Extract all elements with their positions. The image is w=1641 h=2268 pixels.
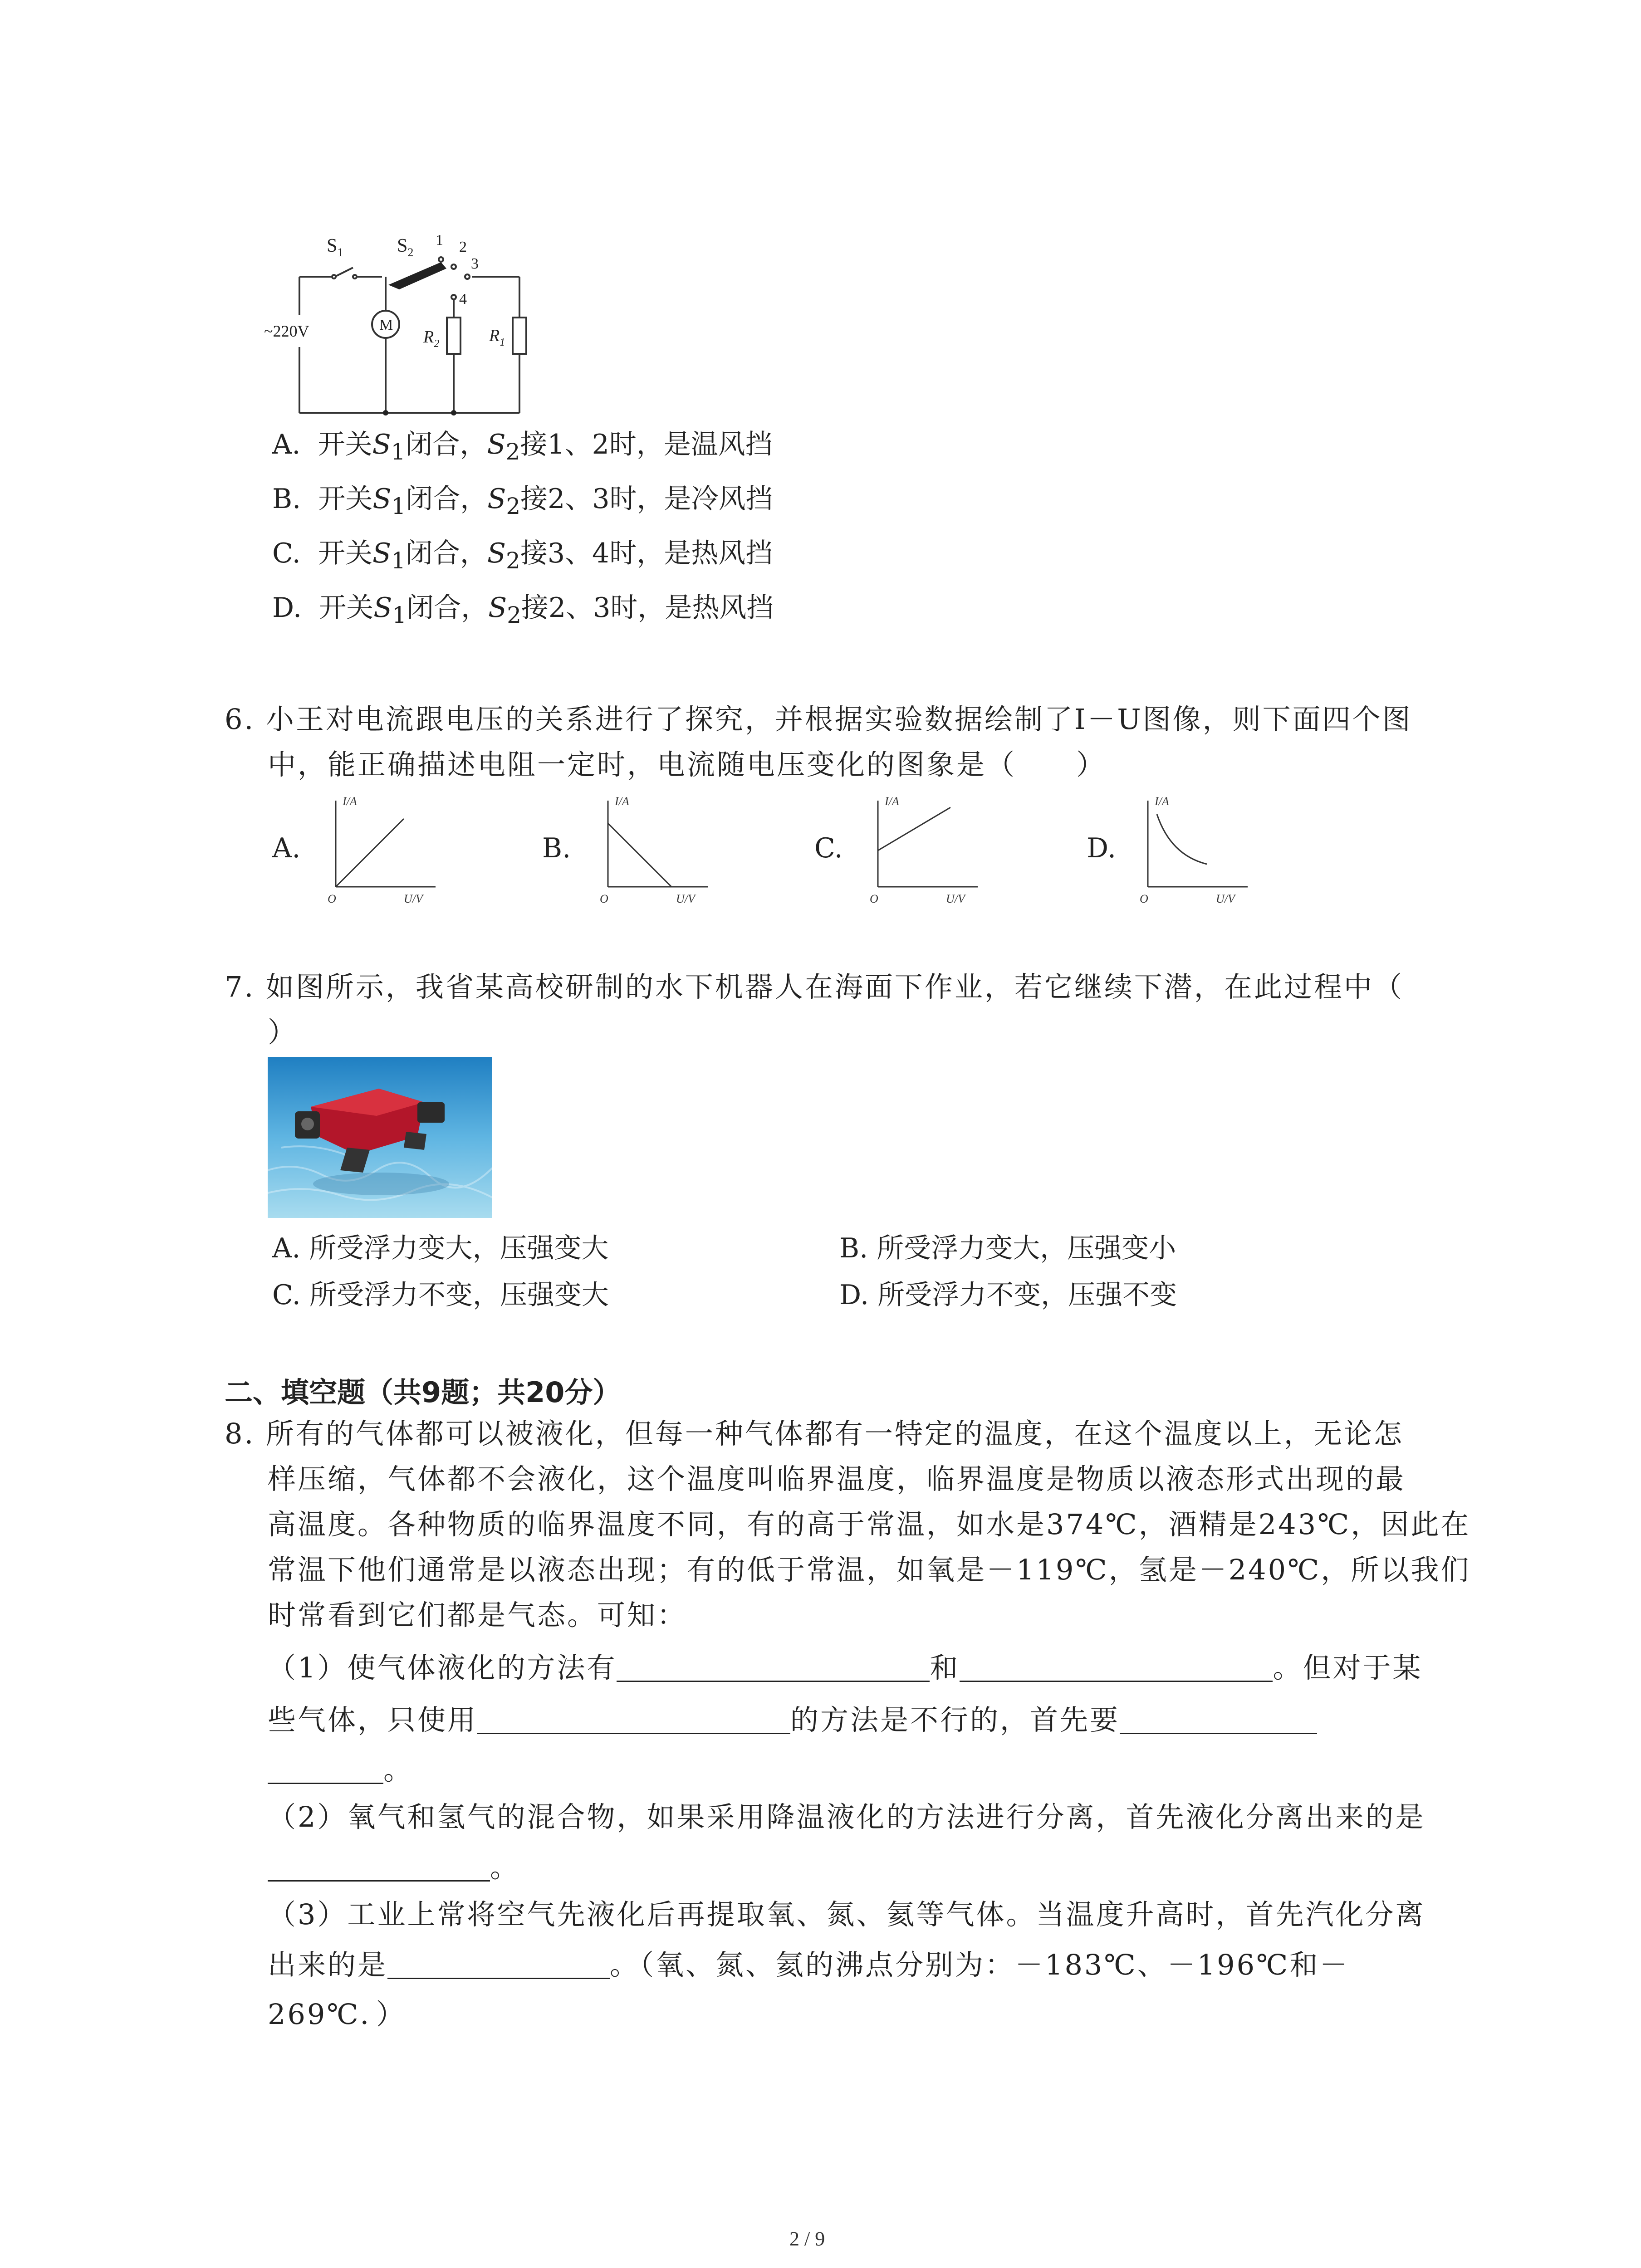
q5-option-a[interactable]: A. 开关$S_1$闭合，$S_2$接1、2时，是温风挡 [272, 429, 773, 465]
q6-graph-c[interactable] [860, 792, 987, 909]
y-axis-label: I/A [1155, 795, 1169, 808]
underwater-robot-photo [268, 1057, 492, 1218]
q5-option-b[interactable]: B. 开关$S_1$闭合，$S_2$接2、3时，是冷风挡 [272, 483, 773, 519]
answer-blank-5[interactable] [268, 1853, 490, 1882]
motor-label: M [379, 317, 393, 333]
answer-blank-4-continued[interactable] [268, 1755, 383, 1784]
terminal-1-label: 1 [436, 232, 443, 249]
q6-option-c-letter[interactable]: C. [814, 832, 843, 864]
origin-label: O [1140, 892, 1148, 905]
q7-stem-line-2: ） [268, 1016, 298, 1049]
q7-option-a[interactable]: A. 所受浮力变大，压强变大 [272, 1232, 609, 1264]
r2-label: $R_2$ [423, 327, 440, 350]
q6-option-b-letter[interactable]: B. [542, 832, 571, 864]
terminal-3-label: 3 [471, 255, 479, 272]
q8-part1-line-2: 些气体，只使用 的方法是不行的，首先要 [268, 1706, 1317, 1734]
hair-dryer-circuit-diagram [254, 218, 549, 426]
x-axis-label: U/V [404, 892, 423, 905]
q8-part3-line-2: 出来的是 。（氧、氮、氦的沸点分别为：－183℃、－196℃和－ [268, 1948, 1350, 1981]
q8-part2-line-1: （2）氧气和氢气的混合物，如果采用降温液化的方法进行分离，首先液化分离出来的是 [268, 1800, 1425, 1833]
y-axis-label: I/A [343, 795, 357, 808]
y-axis-label: I/A [885, 795, 899, 808]
origin-label: O [328, 892, 336, 905]
q6-graph-d[interactable] [1130, 792, 1257, 909]
q8-stem-line-2: 样压缩，气体都不会液化，这个温度叫临界温度，临界温度是物质以液态形式出现的最 [268, 1462, 1406, 1496]
q8-part1-line-1: （1）使气体液化的方法有 和 。但对于某 [268, 1651, 1423, 1684]
q6-option-a-letter[interactable]: A. [272, 832, 301, 864]
q6-stem-line-2: 中，能正确描述电阻一定时，电流随电压变化的图象是（ ） [268, 748, 1107, 781]
answer-blank-2[interactable] [960, 1653, 1273, 1682]
voltage-label: ~220V [264, 322, 309, 340]
r1-label: $R_1$ [489, 326, 505, 348]
q5-option-c[interactable]: C. 开关$S_1$闭合，$S_2$接3、4时，是热风挡 [272, 538, 773, 574]
section-heading: 二、填空题（共9题；共20分） [225, 1376, 621, 1409]
origin-label: O [600, 892, 608, 905]
q8-part2-line-2: 。 [268, 1853, 520, 1882]
q7-option-c[interactable]: C. 所受浮力不变，压强变大 [272, 1279, 609, 1311]
q7-stem-line-1: 7. 如图所示，我省某高校研制的水下机器人在海面下作业，若它继续下潜，在此过程中（ [225, 970, 1404, 1003]
terminal-4-label: 4 [459, 291, 467, 308]
x-axis-label: U/V [946, 892, 965, 905]
q8-stem-line-5: 时常看到它们都是气态。可知： [268, 1598, 687, 1632]
q6-graph-b[interactable] [590, 792, 717, 909]
q7-option-d[interactable]: D. 所受浮力不变，压强不变 [839, 1279, 1177, 1311]
q6-option-d-letter[interactable]: D. [1087, 832, 1117, 864]
s2-label: $S_2$ [397, 235, 414, 259]
q6-graph-a[interactable] [318, 792, 445, 909]
x-axis-label: U/V [676, 892, 695, 905]
terminal-2-label: 2 [459, 239, 467, 255]
q8-stem-line-3: 高温度。各种物质的临界温度不同，有的高于常温，如水是374℃，酒精是243℃，因此在 [268, 1508, 1471, 1541]
q8-part3-line-1: （3）工业上常将空气先液化后再提取氧、氮、氦等气体。当温度升高时，首先汽化分离 [268, 1898, 1425, 1931]
s1-label: $S_1$ [327, 235, 343, 259]
q8-stem-line-1: 8. 所有的气体都可以被液化，但每一种气体都有一特定的温度，在这个温度以上，无论怎 [225, 1417, 1404, 1450]
answer-blank-6[interactable] [387, 1950, 610, 1979]
q8-part1-line-3: 。 [268, 1755, 413, 1784]
origin-label: O [870, 892, 878, 905]
q8-stem-line-4: 常温下他们通常是以液态出现；有的低于常温，如氧是－119℃，氢是－240℃，所以我们 [268, 1553, 1471, 1586]
q8-part3-line-3: 269℃．） [268, 1998, 406, 2031]
answer-blank-3[interactable] [477, 1706, 790, 1734]
answer-blank-4[interactable] [1120, 1706, 1317, 1734]
q7-option-b[interactable]: B. 所受浮力变大，压强变小 [839, 1232, 1176, 1264]
y-axis-label: I/A [615, 795, 629, 808]
answer-blank-1[interactable] [617, 1653, 930, 1682]
q6-stem-line-1: 6. 小王对电流跟电压的关系进行了探究，并根据实验数据绘制了I－U图像，则下面四个图 [225, 703, 1412, 736]
page-number: 2 / 9 [789, 2228, 825, 2250]
x-axis-label: U/V [1216, 892, 1235, 905]
q5-option-d[interactable]: D. 开关$S_1$闭合，$S_2$接2、3时，是热风挡 [272, 592, 774, 628]
